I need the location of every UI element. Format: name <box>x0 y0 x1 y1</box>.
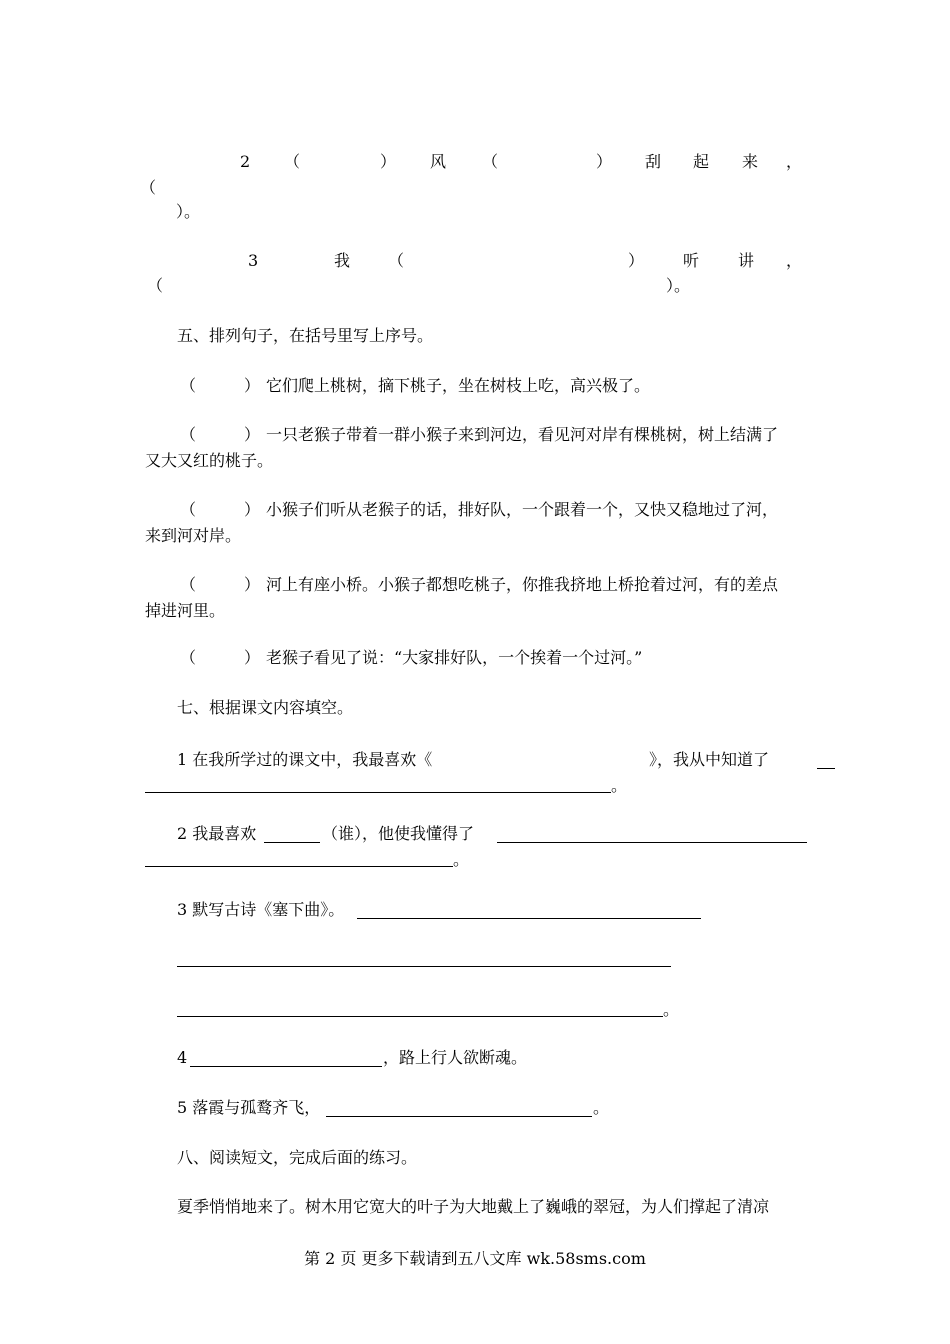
item-number: 2 <box>240 152 251 171</box>
right-paren: ） <box>628 251 645 270</box>
answer-line[interactable] <box>145 792 611 793</box>
line-end: ）。 <box>666 276 691 295</box>
answer-line[interactable] <box>817 768 835 769</box>
prompt-text: 3 默写古诗《塞下曲》。 <box>177 900 345 919</box>
answer-line[interactable] <box>145 866 453 867</box>
sentence-text: 它们爬上桃树，摘下桃子，坐在树枝上吃，高兴极了。 <box>266 376 651 395</box>
comma: ， <box>786 152 803 171</box>
word: 刮 <box>645 152 662 171</box>
word: 风 <box>430 152 447 171</box>
word: 我 <box>334 251 351 270</box>
answer-line[interactable] <box>190 1066 382 1067</box>
prompt-text: 5 落霞与孤鹜齐飞， <box>177 1098 321 1117</box>
sentence-text-cont: 来到河对岸。 <box>145 526 242 545</box>
line-end: 。 <box>611 776 628 795</box>
left-paren: （ <box>140 178 157 197</box>
sentence-text: 一只老猴子带着一群小猴子来到河边，看见河对岸有棵桃树，树上结满了 <box>266 425 779 444</box>
line-end: 。 <box>663 1000 680 1019</box>
left-paren: （ <box>388 251 405 270</box>
answer-line[interactable] <box>177 1016 663 1017</box>
prompt-text: 4 <box>177 1048 188 1067</box>
answer-line[interactable] <box>326 1116 592 1117</box>
item-number: 3 <box>248 251 259 270</box>
sentence-text: 小猴子们听从老猴子的话，排好队，一个跟着一个，又快又稳地过了河， <box>266 500 779 519</box>
line-end: ）。 <box>176 202 201 221</box>
right-paren: ） <box>380 152 397 171</box>
page-footer: 第 2 页 更多下载请到五八文库 wk.58sms.com <box>304 1249 646 1268</box>
word: 听 <box>683 251 700 270</box>
answer-line[interactable] <box>497 842 807 843</box>
comma: ， <box>786 251 803 270</box>
order-blank: （ ） <box>180 376 261 395</box>
prompt-text: ，路上行人欲断魂。 <box>383 1048 528 1067</box>
prompt-text: 》，我从中知道了 <box>649 750 770 769</box>
sentence-text-cont: 掉进河里。 <box>145 601 226 620</box>
sentence-text-cont: 又大又红的桃子。 <box>145 451 274 470</box>
left-paren: （ <box>147 276 164 295</box>
word: 讲 <box>738 251 755 270</box>
left-paren: （ <box>284 152 301 171</box>
order-blank: （ ） <box>180 575 261 594</box>
line-end: 。 <box>593 1098 610 1117</box>
section8-title: 八、阅读短文，完成后面的练习。 <box>177 1148 418 1167</box>
order-blank: （ ） <box>180 425 261 444</box>
order-blank: （ ） <box>180 500 261 519</box>
order-blank: （ ） <box>180 648 261 667</box>
left-paren: （ <box>482 152 499 171</box>
right-paren: ） <box>596 152 613 171</box>
answer-line[interactable] <box>264 842 320 843</box>
prompt-text: 2 我最喜欢 <box>177 824 257 843</box>
answer-line[interactable] <box>357 918 701 919</box>
answer-line[interactable] <box>177 966 671 967</box>
sentence-text: 老猴子看见了说：“大家排好队，一个挨着一个过河。” <box>266 648 643 667</box>
prompt-text: （谁），他使我懂得了 <box>322 824 475 843</box>
line-end: 。 <box>453 850 470 869</box>
reading-paragraph: 夏季悄悄地来了。树木用它宽大的叶子为大地戴上了巍峨的翠冠，为人们撑起了清凉 <box>177 1197 770 1216</box>
word: 来 <box>742 152 759 171</box>
word: 起 <box>693 152 710 171</box>
section5-title: 五、排列句子，在括号里写上序号。 <box>177 326 434 345</box>
section7-title: 七、根据课文内容填空。 <box>177 698 354 717</box>
sentence-text: 河上有座小桥。小猴子都想吃桃子，你推我挤地上桥抢着过河，有的差点 <box>266 575 779 594</box>
prompt-text: 1 在我所学过的课文中，我最喜欢《 <box>177 750 433 769</box>
